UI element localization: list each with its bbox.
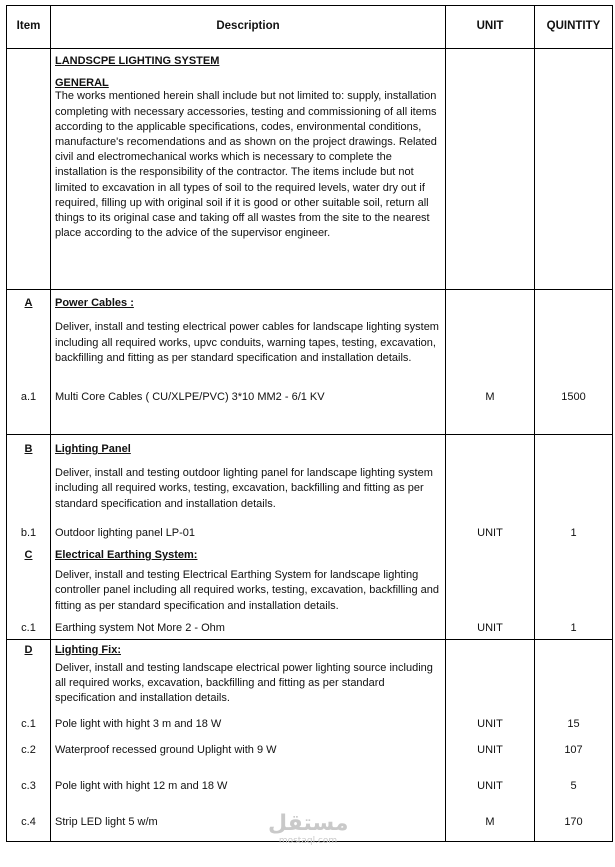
table-row bbox=[7, 366, 613, 435]
item-unit: UNIT bbox=[446, 512, 535, 541]
section-c-title-row bbox=[7, 541, 613, 563]
table-row bbox=[7, 707, 613, 743]
section-b-text-row bbox=[7, 457, 613, 512]
header-item: Item bbox=[7, 6, 51, 49]
item-code: c.1 bbox=[7, 614, 51, 640]
section-c-text: Deliver, install and testing Electrical Earthing System for landscape lighting controller panel including all required works, testing, excavation, backfilling and fitting as per standard specification and installation details. bbox=[55, 569, 439, 612]
table-row bbox=[7, 779, 613, 815]
table-row bbox=[7, 743, 613, 779]
item-code: b.1 bbox=[7, 512, 51, 541]
item-description: Earthing system Not More 2 - Ohm bbox=[51, 614, 446, 640]
general-heading: GENERAL bbox=[55, 77, 109, 90]
item-quantity: 1 bbox=[535, 614, 613, 640]
section-d-title-row bbox=[7, 639, 613, 658]
table-row bbox=[7, 512, 613, 541]
item-quantity: 1500 bbox=[535, 366, 613, 435]
item-description: Strip LED light 5 w/m bbox=[51, 815, 446, 842]
item-code: c.2 bbox=[7, 743, 51, 779]
section-c-code: C bbox=[24, 549, 33, 562]
section-c-text-row bbox=[7, 563, 613, 614]
item-code: c.1 bbox=[7, 707, 51, 743]
item-unit: UNIT bbox=[446, 743, 535, 779]
item-unit: UNIT bbox=[446, 779, 535, 815]
section-c-title: Electrical Earthing System: bbox=[55, 549, 198, 562]
section-b-title-row bbox=[7, 435, 613, 458]
section-a-text-row bbox=[7, 311, 613, 366]
section-d-text-row bbox=[7, 658, 613, 707]
section-d-code: D bbox=[24, 643, 33, 656]
item-unit: UNIT bbox=[446, 707, 535, 743]
item-unit: M bbox=[446, 366, 535, 435]
item-quantity: 15 bbox=[535, 707, 613, 743]
watermark-arabic: مستقل bbox=[268, 811, 349, 836]
watermark-logo bbox=[268, 812, 348, 846]
item-description: Waterproof recessed ground Uplight with 9 W bbox=[51, 743, 446, 779]
header-unit: UNIT bbox=[446, 6, 535, 49]
item-description: Outdoor lighting panel LP-01 bbox=[51, 512, 446, 541]
section-a-title: Power Cables : bbox=[55, 297, 134, 310]
watermark-latin: mostaql.com bbox=[278, 836, 338, 846]
item-code: c.4 bbox=[7, 815, 51, 842]
item-quantity: 5 bbox=[535, 779, 613, 815]
header-row bbox=[7, 6, 613, 49]
section-d-title: Lighting Fix: bbox=[55, 643, 121, 656]
item-quantity: 1 bbox=[535, 512, 613, 541]
header-description: Description bbox=[51, 6, 446, 49]
item-description: Pole light with hight 3 m and 18 W bbox=[51, 707, 446, 743]
item-code: a.1 bbox=[7, 366, 51, 435]
table-row bbox=[7, 614, 613, 640]
item-code: c.3 bbox=[7, 779, 51, 815]
general-text: The works mentioned herein shall include but not limited to: supply, installation completing with necessary accessories, testing and commissioning of all items according to the applicable specifications, codes, environmental conditions, manufacture's recomendations and as shown on the project drawings. Related civil and electromechanical works which is necessary to complete the installation is the responsibility of the contractor. The items include but not limited to excavation in all types of soil to the required levels, water dry out if required, filling up with original soil if it is good or other suitable soil, return all things to its original case and taking off all wastes from the site to the nearest place according to the advice of the supervisor engineer. bbox=[55, 90, 437, 240]
section-a-title-row bbox=[7, 290, 613, 312]
section-b-title: Lighting Panel bbox=[55, 443, 131, 456]
general-section bbox=[7, 49, 613, 290]
item-description: Pole light with hight 12 m and 18 W bbox=[51, 779, 446, 815]
boq-table bbox=[6, 5, 613, 842]
item-quantity: 107 bbox=[535, 743, 613, 779]
section-a-code: A bbox=[24, 297, 33, 310]
section-b-code: B bbox=[24, 443, 33, 456]
item-unit: UNIT bbox=[446, 614, 535, 640]
system-title: LANDSCPE LIGHTING SYSTEM bbox=[55, 55, 220, 67]
section-d-text: Deliver, install and testing landscape electrical power lighting source including all required works, excavation, backfilling and fitting as per standard specification and installation details. bbox=[55, 662, 433, 705]
section-a-text: Deliver, install and testing electrical power cables for landscape lighting system including all required works, upvc conduits, warning tapes, testing, excavation, backfilling and fitting as per standard specification and installation details. bbox=[55, 321, 439, 364]
item-description: Multi Core Cables ( CU/XLPE/PVC) 3*10 MM2 - 6/1 KV bbox=[51, 366, 446, 435]
section-b-text: Deliver, install and testing outdoor lighting panel for landscape lighting system including all required works, testing, excavation, backfilling and fitting as per standard specification and installation details. bbox=[55, 467, 433, 510]
item-quantity: 170 bbox=[535, 815, 613, 842]
header-quantity: QUINTITY bbox=[535, 6, 613, 49]
item-unit: M bbox=[446, 815, 535, 842]
